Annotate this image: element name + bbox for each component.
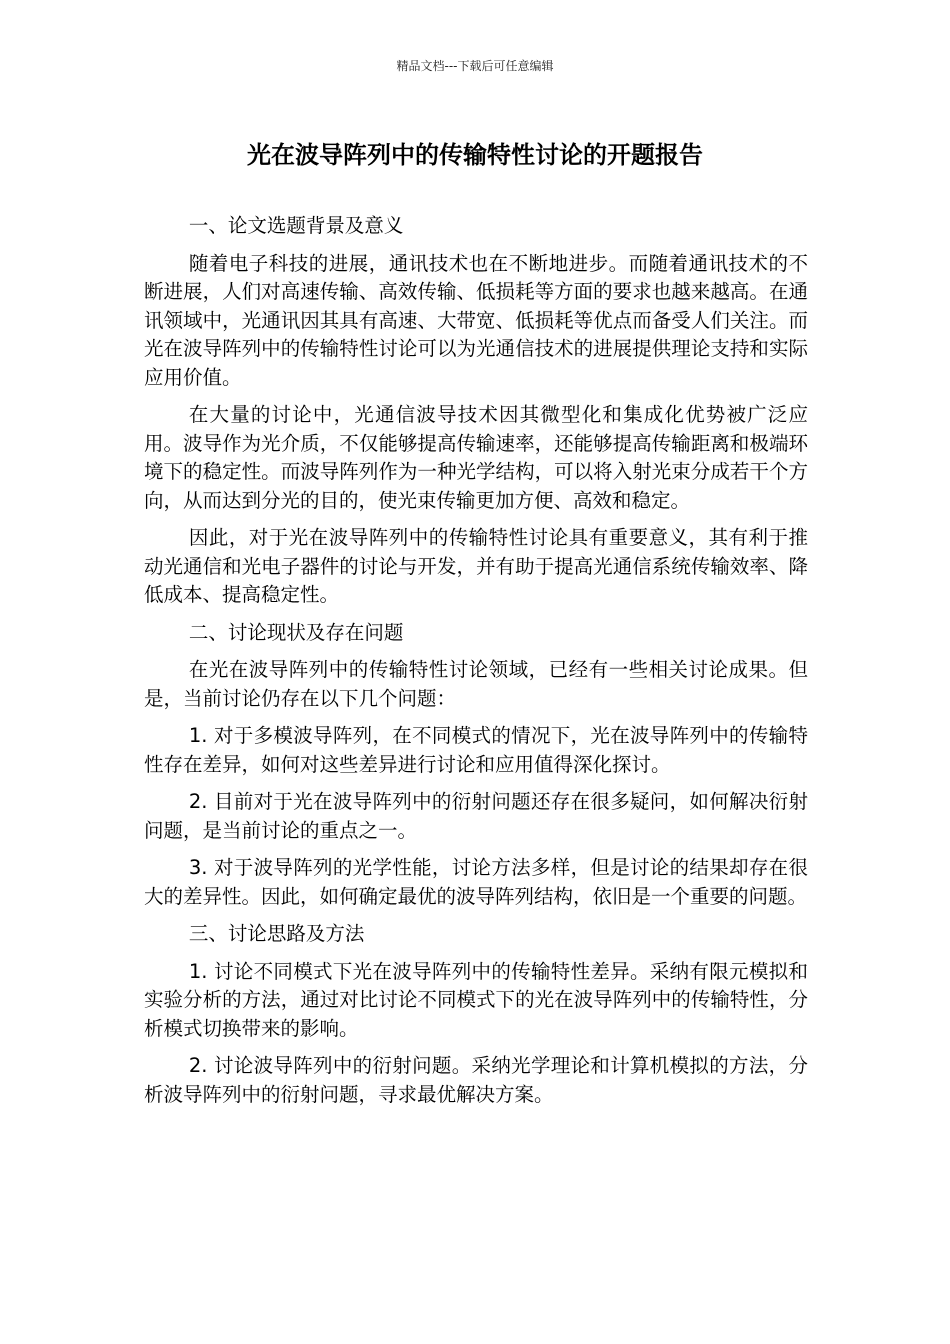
list-item: 1. 讨论不同模式下光在波导阵列中的传输特性差异。采纳有限元模拟和实验分析的方法，通过对比讨论不同模式下的光在波导阵列中的传输特性，分析模式切换带来的影响。 xyxy=(144,959,808,1040)
document-body xyxy=(144,212,808,1118)
section-status-and-problems xyxy=(144,619,808,912)
document-title: 光在波导阵列中的传输特性讨论的开题报告 xyxy=(247,141,703,169)
list-item: 2. 目前对于光在波导阵列中的衍射问题还存在很多疑问，如何解决衍射问题，是当前讨论的重点之一。 xyxy=(144,790,808,842)
paragraph: 在大量的讨论中，光通信波导技术因其微型化和集成化优势被广泛应用。波导作为光介质，不仅能够提高传输速率，还能够提高传输距离和极端环境下的稳定性。而波导阵列作为一种光学结构，可以将入射光束分成若干个方向，从而达到分光的目的，使光束传输更加方便、高效和稳定。 xyxy=(144,403,808,512)
paragraph: 因此，对于光在波导阵列中的传输特性讨论具有重要意义，其有利于推动光通信和光电子器件的讨论与开发，并有助于提高光通信系统传输效率、降低成本、提高稳定性。 xyxy=(144,526,808,606)
list-item: 1. 对于多模波导阵列，在不同模式的情况下，光在波导阵列中的传输特性存在差异，如何对这些差异进行讨论和应用值得深化探讨。 xyxy=(144,724,808,776)
list-item: 2. 讨论波导阵列中的衍射问题。采纳光学理论和计算机模拟的方法，分析波导阵列中的衍射问题，寻求最优解决方案。 xyxy=(144,1054,808,1106)
header-note: 精品文档---下载后可任意编辑 xyxy=(396,59,554,73)
section-heading: 一、论文选题背景及意义 xyxy=(188,214,404,237)
paragraph: 在光在波导阵列中的传输特性讨论领域，已经有一些相关讨论成果。但是，当前讨论仍存在以下几个问题： xyxy=(144,658,808,710)
section-approach-and-methods xyxy=(144,920,808,1109)
paragraph: 随着电子科技的进展，通讯技术也在不断地进步。而随着通讯技术的不断进展，人们对高速传输、高效传输、低损耗等方面的要求也越来越高。在通讯领域中，光通讯因其具有高速、大带宽、低损耗等优点而备受人们关注。而光在波导阵列中的传输特性讨论可以为光通信技术的进展提供理论支持和实际应用价值。 xyxy=(144,251,808,389)
section-background xyxy=(144,212,808,610)
list-item: 3. 对于波导阵列的光学性能，讨论方法多样，但是讨论的结果却存在很大的差异性。因此，如何确定最优的波导阵列结构，依旧是一个重要的问题。 xyxy=(144,856,808,908)
section-heading: 二、讨论现状及存在问题 xyxy=(188,620,404,644)
section-heading: 三、讨论思路及方法 xyxy=(188,922,365,945)
